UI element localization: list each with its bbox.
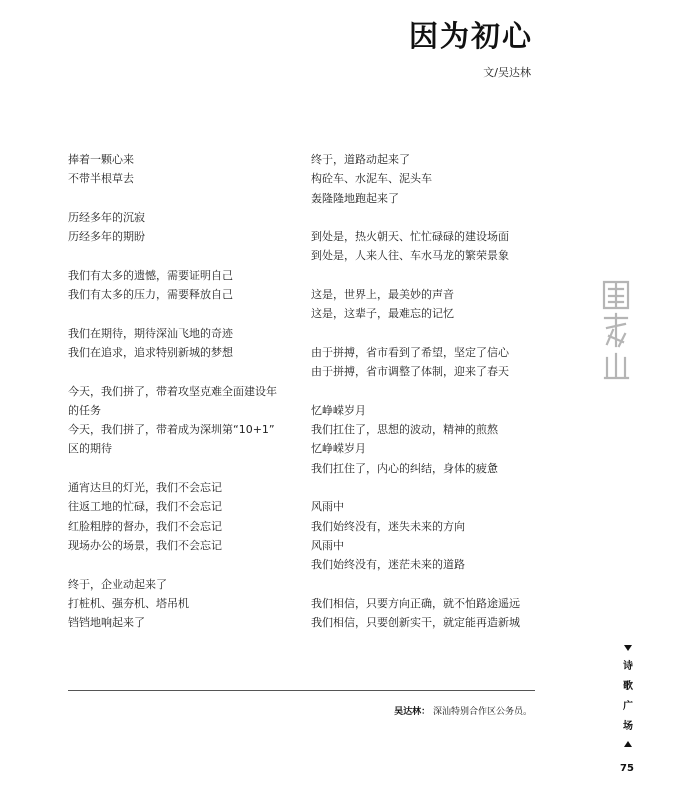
poem-line: 历经多年的期盼 [68,230,145,244]
author-note-text: 深汕特别合作区公务员。 [432,707,532,717]
stanza-gap [68,246,308,265]
poem-line: 捧着一颗心来 [68,153,134,166]
page-number: 75 [620,763,634,774]
triangle-down-icon [624,645,632,651]
poem-left-column [68,150,308,632]
stanza-gap [311,208,551,227]
poem-line: 我们有太多的遗憾，需要证明自己 [68,268,233,282]
poem-line: 往返工地的忙碌，我们不会忘记 [68,500,222,514]
poem-line: 我们始终没有，迷失未来的方向 [311,519,465,533]
poem-line: 通宵达旦的灯光，我们不会忘记 [68,481,222,495]
stanza-gap [311,324,551,343]
section-char: 歌 [623,681,633,692]
section-char: 广 [623,701,633,712]
section-char: 诗 [623,661,633,672]
poem-line: 我们在追求，追求特别新城的梦想 [68,345,233,359]
triangle-up-icon [624,741,632,747]
footer-divider [68,690,535,691]
poem-line: 我们始终没有，迷茫未来的道路 [311,558,465,572]
poem-line: 轰隆隆地跑起来了 [311,191,399,205]
author-note [394,704,532,717]
poem-line: 不带半根草去 [68,172,134,186]
poem-line: 由于拼搏，省市看到了希望，坚定了信心 [311,345,509,359]
poem-line: 终于，企业动起来了 [68,577,167,591]
stanza-gap [68,189,308,208]
poem-line: 我们在期待，期待深汕飞地的奇迹 [68,326,233,340]
poem-line: 终于，道路动起来了 [311,153,410,166]
poem-line: 打桩机、强夯机、塔吊机 [68,596,189,610]
poem-line: 铛铛地响起来了 [68,616,145,630]
poem-byline: 文/吴达林 [483,66,531,79]
poem-line: 到处是，热火朝天、忙忙碌碌的建设场面 [311,230,509,244]
section-tab [620,645,636,747]
poem-line: 的任务 [68,403,101,417]
stanza-gap [68,304,308,323]
poem-line: 这是，这辈子，最难忘的记忆 [311,307,454,321]
poem-line: 今天，我们拼了，带着成为深圳第“10+1” [68,423,275,437]
poem-line: 历经多年的沉寂 [68,210,145,224]
stanza-gap [68,459,308,478]
poem-title: 因为初心 [408,19,533,53]
poem-line: 我们有太多的压力，需要释放自己 [68,288,233,302]
poem-line: 今天，我们拼了，带着攻坚克难全面建设年 [68,384,277,398]
author-note-name: 吴达林： [394,707,431,717]
poem-line: 我们扛住了，内心的纠结，身体的疲惫 [311,461,498,475]
stanza-gap [311,382,551,401]
seal-stamp-decoration [601,278,631,382]
stanza-gap [311,575,551,594]
poem-line: 由于拼搏，省市调整了体制，迎来了春天 [311,365,509,379]
poem-line: 风雨中 [311,538,344,552]
poem-line: 忆峥嵘岁月 [311,403,366,417]
poem-line: 区的期待 [68,442,112,456]
stanza-gap [311,478,551,497]
poem-line: 风雨中 [311,500,344,514]
stanza-gap [68,362,308,381]
section-char: 场 [623,721,633,732]
poem-right-column [311,150,551,632]
poem-line: 现场办公的场景，我们不会忘记 [68,538,222,552]
poem-line: 这是，世界上，最美妙的声音 [311,288,454,302]
stanza-gap [68,555,308,574]
poem-line: 构砼车、水泥车、泥头车 [311,172,432,186]
poem-line: 我们扛住了，思想的波动，精神的煎熬 [311,423,498,437]
poem-line: 我们相信，只要创新实干，就定能再造新城 [311,616,520,630]
poem-line: 到处是，人来人往、车水马龙的繁荣景象 [311,249,509,263]
poem-line: 红脸粗脖的督办，我们不会忘记 [68,519,222,533]
stanza-gap [311,266,551,285]
poem-line: 我们相信，只要方向正确，就不怕路途遥远 [311,596,520,610]
poem-line: 忆峥嵘岁月 [311,442,366,456]
